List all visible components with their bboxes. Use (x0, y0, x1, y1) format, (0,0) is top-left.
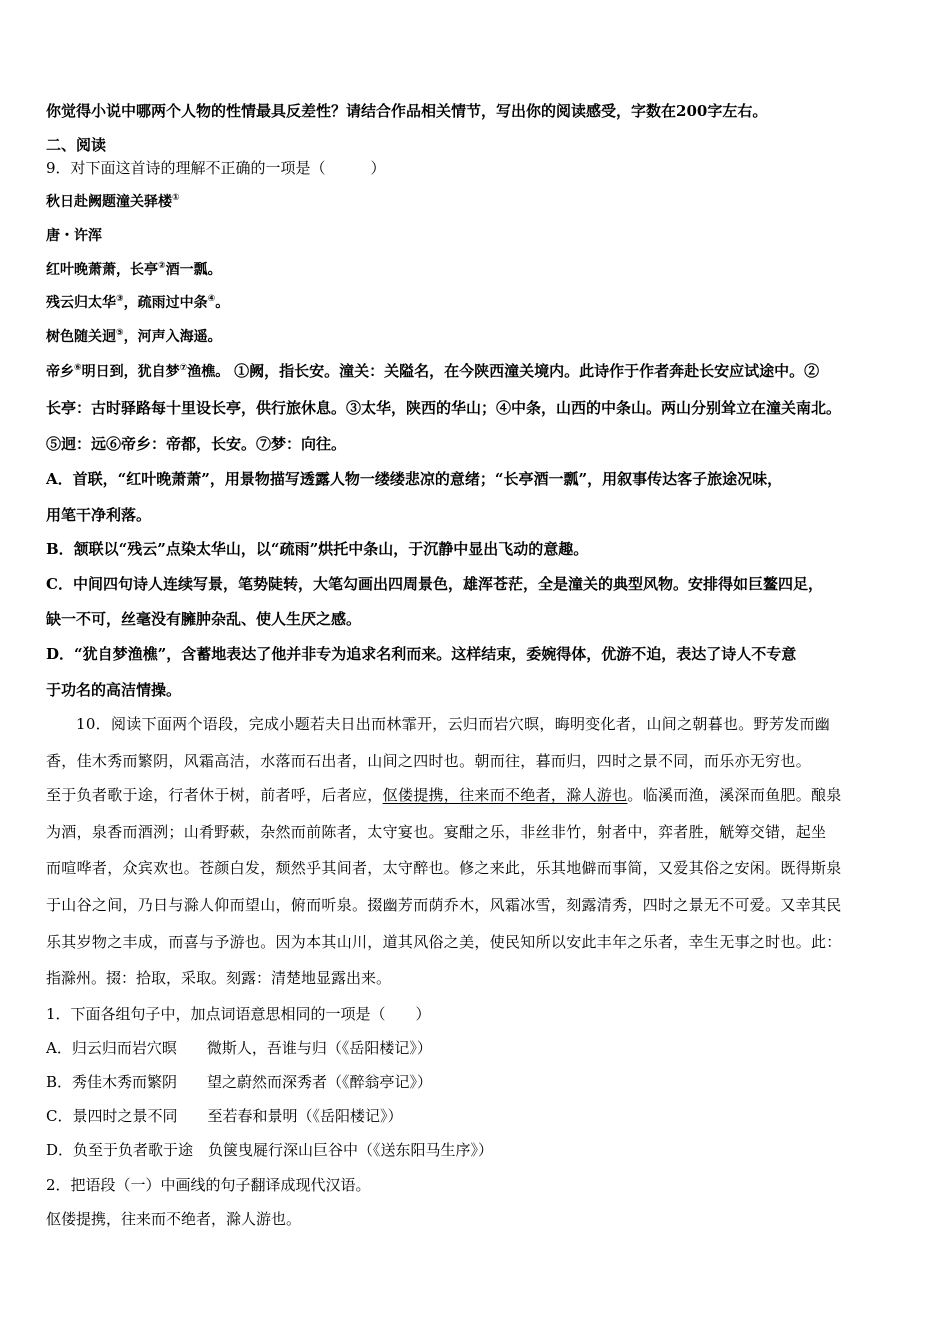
passage-line-3: 至于负者歌于途，行者休于树，前者呼，后者应，伛偻提携，往来而不绝者，滁人游也。临溪而渔，溪深而鱼肥。酿泉 (46, 786, 842, 804)
passage-line-8: 指滁州。掇：拾取，采取。刻露：清楚地显露出来。 (46, 969, 392, 987)
passage-line-7: 乐其岁物之丰成，而喜与予游也。因为本其山川，道其风俗之美，使民知所以安此丰年之乐者，幸生无事之时也。此： (46, 933, 842, 951)
sub1-option-c: C．景四时之景不同 至若春和景明（《岳阳楼记》） (46, 1107, 403, 1125)
option-d-cont: 于功名的高洁情操。 (46, 681, 182, 699)
sub1-option-b: B．秀佳木秀而繁阴 望之蔚然而深秀者（《醉翁亭记》） (46, 1073, 433, 1091)
sub1-option-a: A．归云归而岩穴暝 微斯人，吾谁与归（《岳阳楼记》） (46, 1039, 432, 1057)
poem-line-1: 红叶晚萧萧，长亭②酒一瓢。 (46, 261, 222, 278)
passage-line-2: 香，佳木秀而繁阴，风霜高洁，水落而石出者，山间之四时也。朝而往，暮而归，四时之景不同，而乐亦无穷也。 (46, 752, 812, 770)
subquestion-2-sentence: 伛偻提携，往来而不绝者，滁人游也。 (46, 1210, 302, 1228)
option-b: B．颔联以“残云”点染太华山，以“疏雨”烘托中条山，于沉静中显出飞动的意趣。 (46, 540, 589, 558)
poem-notes-end: ⑤迥：远⑥帝乡：帝都，长安。⑦梦：向往。 (46, 435, 347, 453)
option-d: D．“犹自梦渔樵”，含蓄地表达了他并非专为追求名利而来。这样结束，委婉得体，优游不迫，表达了诗人不专意 (46, 645, 797, 663)
poem-notes: ①阙，指长安。潼关：关隘名，在今陕西潼关境内。此诗作于作者奔赴长安应试途中。② (234, 362, 820, 380)
poem-title: 秋日赴阙题潼关驿楼① (46, 193, 180, 210)
poem-author: 唐・许浑 (46, 228, 102, 244)
section-heading: 二、阅读 (46, 136, 107, 154)
question-9-stem: 9．对下面这首诗的理解不正确的一项是（ ） (46, 159, 386, 177)
passage-line-5: 而喧哗者，众宾欢也。苍颜白发，颓然乎其间者，太守醉也。修之来此，乐其地僻而事简，又爱其俗之安闲。既得斯泉 (46, 859, 842, 877)
option-c-cont: 缺一不可，丝毫没有臃肿杂乱、使人生厌之感。 (46, 610, 362, 628)
poem-line-4: 帝乡⑥明日到，犹自梦⑦渔樵。 ①阙，指长安。潼关：关隘名，在今陕西潼关境内。此诗作于作者奔赴长安应试途中。② (46, 362, 820, 380)
passage-line-4: 为酒，泉香而酒洌；山肴野蔌，杂然而前陈者，太守宴也。宴酣之乐，非丝非竹，射者中，弈者胜，觥筹交错，起坐 (46, 823, 827, 841)
poem-line-3: 树色随关迥⑤，河声入海遥。 (46, 328, 222, 345)
subquestion-1-stem: 1．下面各组句子中，加点词语意思相同的一项是（ ） (46, 1005, 431, 1023)
subquestion-2-stem: 2．把语段（一）中画线的句子翻译成现代汉语。 (46, 1176, 371, 1194)
passage-line-1: 10．阅读下面两个语段，完成小题若夫日出而林霏开，云归而岩穴暝，晦明变化者，山间之朝暮也。野芳发而幽 (76, 715, 831, 733)
poem-notes-cont: 长亭：古时驿路每十里设长亭，供行旅休息。③太华，陕西的华山；④中条，山西的中条山。两山分别耸立在潼关南北。 (46, 399, 842, 417)
sub1-option-d: D．负至于负者歌于途 负箧曳屣行深山巨谷中（《送东阳马生序》） (46, 1141, 494, 1159)
option-a-cont: 用笔干净利落。 (46, 506, 152, 524)
option-c: C．中间四句诗人连续写景，笔势陡转，大笔勾画出四周景色，雄浑苍茫，全是潼关的典型风物。安排得如巨鳌四足， (46, 575, 823, 593)
reading-prompt: 你觉得小说中哪两个人物的性情最具反差性？请结合作品相关情节，写出你的阅读感受，字数在200字左右。 (46, 102, 768, 120)
underlined-sentence: 伛偻提携，往来而不绝者，滁人游也 (382, 786, 628, 804)
poem-line-2: 残云归太华③，疏雨过中条④。 (46, 294, 230, 311)
option-a: A．首联，“红叶晚萧萧”，用景物描写透露人物一缕缕悲凉的意绪；“长亭酒一瓢”，用叙事传达客子旅途况味， (46, 470, 783, 488)
passage-line-6: 于山谷之间，乃日与滁人仰而望山，俯而听泉。掇幽芳而荫乔木，风霜冰雪，刻露清秀，四时之景无不可爱。又幸其民 (46, 896, 842, 914)
